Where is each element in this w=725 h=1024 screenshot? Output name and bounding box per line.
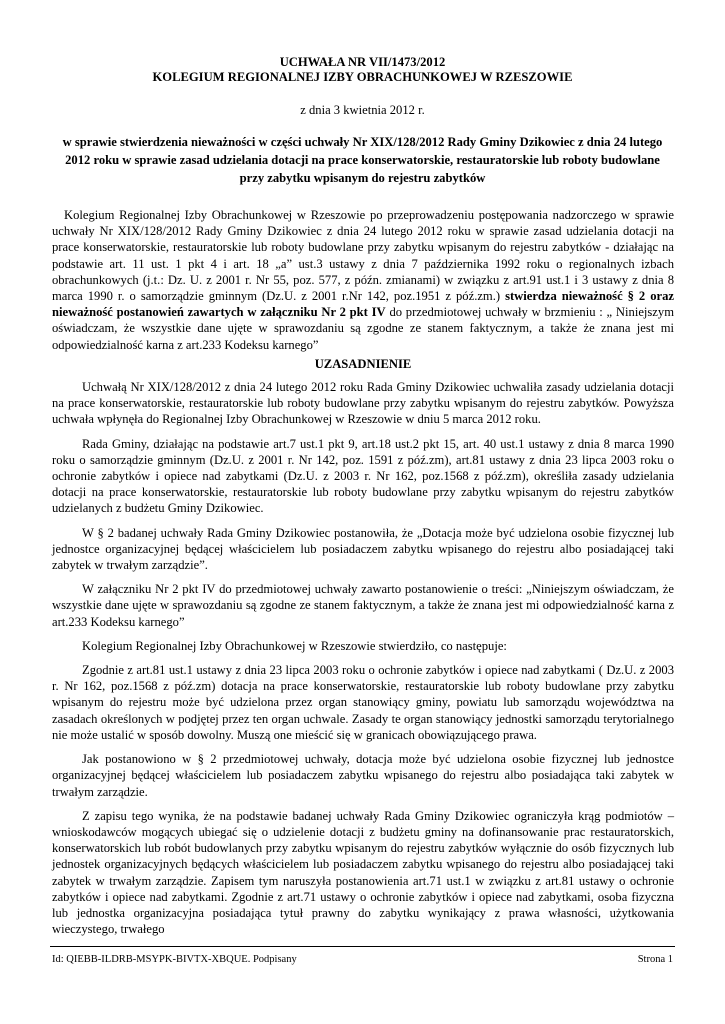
page-number: Strona 1	[637, 954, 673, 965]
justification-heading: UZASADNIENIE	[314, 356, 412, 371]
issuing-body: KOLEGIUM REGIONALNEJ IZBY OBRACHUNKOWEJ W RZESZOWIE	[152, 70, 573, 84]
document-body	[52, 207, 674, 945]
intro-text-b: do przedmiotowej uchwały w brzmieniu : „ Niniejszym oświadczam, że wszystkie dane ujęte w sprawozdaniu są zgodne ze stanem faktycznym, a także że znana jest mi odpowiedzialność karna z art.233 Kodeksu karnego”	[52, 305, 674, 352]
justification-paragraph: W załączniku Nr 2 pkt IV do przedmiotowej uchwały zawarto postanowienie o treści: „Niniejszym oświadczam, że wszystkie dane ujęte w sprawozdaniu są zgodne ze stanem faktycznym, a także że znana jest mi odpowiedzialność karna z art.233 Kodeksu karnego”	[52, 582, 674, 629]
intro-decision: stwierdza nieważność § 2 oraz nieważność postanowień zawartych w załączniku Nr 2 pkt IV	[52, 289, 674, 320]
justification-paragraph: W § 2 badanej uchwały Rada Gminy Dzikowiec postanowiła, że „Dotacja może być udzielona osobie fizycznej lub jednostce organizacyjnej będącej właścicielem lub posiadaczem zabytku wpisanego do rejestru albo posiadającej taki zabytek w trwałym zarządzie”.	[52, 525, 674, 573]
justification-paragraph: Uchwałą Nr XIX/128/2012 z dnia 24 lutego 2012 roku Rada Gminy Dzikowiec uchwaliła zasady udzielania dotacji na prace konserwatorskie, restauratorskie lub roboty budowlane przy zabytku wpisanym do rejestru zabytków. Powyższa uchwała wpłynęła do Regionalnej Izby Obrachunkowej w Rzeszowie w dniu 5 marca 2012 roku.	[52, 380, 674, 427]
justification-paragraph: Zgodnie z art.81 ust.1 ustawy z dnia 23 lipca 2003 roku o ochronie zabytków i opiece nad zabytkami ( Dz.U. z 2003 r. Nr 162, poz.1568 z póź.zm) dotacja na prace konserwatorskie, restauratorskie lub roboty budowlane przy zabytku wpisanym do rejestru może być udzielona przez organ stanowiący gminy, powiatu lub samorządu województwa na zasadach określonych w podjętej przez ten organ uchwale. Zasady te organ stanowiący jednostki samorządu terytorialnego nie może ustalić w sposób dowolny. Muszą one mieścić się w granicach obowiązującego prawa.	[52, 663, 674, 742]
resolution-subject: w sprawie stwierdzenia nieważności w części uchwały Nr XIX/128/2012 Rady Gminy Dzikowiec z dnia 24 lutego 2012 roku w sprawie zasad udzielania dotacji na prace konserwatorskie, restauratorskie lub roboty budowlane przy zabytku wpisanym do rejestru zabytków	[62, 135, 663, 185]
justification-paragraph: Rada Gminy, działając na podstawie art.7 ust.1 pkt 9, art.18 ust.2 pkt 15, art. 40 ust.1 ustawy z dnia 8 marca 1990 roku o samorządzie gminnym (Dz.U. z 2001 r. Nr 142, poz. 1591 z póź.zm), art.81 ustawy z dnia 23 lipca 2003 roku o ochronie zabytków i opiece nad zabytkami (Dz.U. z 2003 r. Nr 162, poz.1568 z póź.zm), określiła zasady udzielania dotacji na prace konserwatorskie, restauratorskie lub roboty budowlane przy zabytku wpisanym do rejestru zabytków udzielanych z budżetu Gminy Dzikowiec.	[52, 436, 674, 516]
resolution-title: UCHWAŁA NR VII/1473/2012	[279, 55, 446, 69]
resolution-date: z dnia 3 kwietnia 2012 r.	[300, 103, 425, 117]
justification-paragraph: Jak postanowiono w § 2 przedmiotowej uchwały, dotacja może być udzielona osobie fizycznej lub jednostce organizacyjnej będącej właścicielem lub posiadaczem zabytku wpisanego do rejestru albo posiadająca taki zabytek w trwałym zarządzie.	[52, 752, 674, 799]
intro-paragraph	[52, 207, 674, 353]
justification-paragraph: Kolegium Regionalnej Izby Obrachunkowej w Rzeszowie stwierdziło, co następuje:	[82, 638, 507, 653]
footer-divider	[50, 946, 675, 947]
document-id: Id: QIEBB-ILDRB-MSYPK-BIVTX-XBQUE. Podpisany	[52, 954, 297, 965]
justification-paragraph: Z zapisu tego wynika, że na podstawie badanej uchwały Rada Gminy Dzikowiec ograniczyła krąg podmiotów – wnioskodawców mogących ubiegać się o udzielenie dotacji z budżetu gminy na dofinansowanie prac restauratorskich, konserwatorskich lub robót budowlanych przy zabytku wpisanym do rejestru zabytków wyłącznie do osób fizycznych lub jednostek organizacyjnych będących właścicielem lub posiadaczem zabytku wpisanego do rejestru albo posiadającej taki zabytek w trwałym zarządzie. Zapisem tym naruszyła postanowienia art.71 ust.1 w związku z art.81 ustawy o ochronie zabytków i opiece nad zabytkami. Zgodnie z art.71 ustawy o ochronie zabytków i opiece nad zabytkami, osoba fizyczna lub jednostka organizacyjna posiadająca tytuł prawny do zabytku wynikający z prawa własności, użytkowania wieczystego, trwałego	[52, 808, 674, 937]
intro-text-a: Kolegium Regionalnej Izby Obrachunkowej w Rzeszowie po przeprowadzeniu postępowania nadzorczego w sprawie uchwały Nr XIX/128/2012 Rady Gminy Dzikowiec z dnia 24 lutego 2012 roku w sprawie zasad udzielania dotacji na prace konserwatorskie, restauratorskie lub roboty budowlane przy zabytku wpisanym do rejestru zabytków - działając na podstawie art. 11 ust. 1 pkt 4 i art. 18 „a” ust.3 ustawy z dnia 7 października 1992 roku o regionalnych izbach obrachunkowych (j.t.: Dz. U. z 2001 r. Nr 55, poz. 577, z późn. zmianami) w związku z art.91 ust.1 i 3 ustawy z dnia 8 marca 1990 r. o samorządzie gminnym (Dz.U. z 2001 r.Nr 142, poz.1951 z póź.zm.)	[52, 208, 674, 304]
